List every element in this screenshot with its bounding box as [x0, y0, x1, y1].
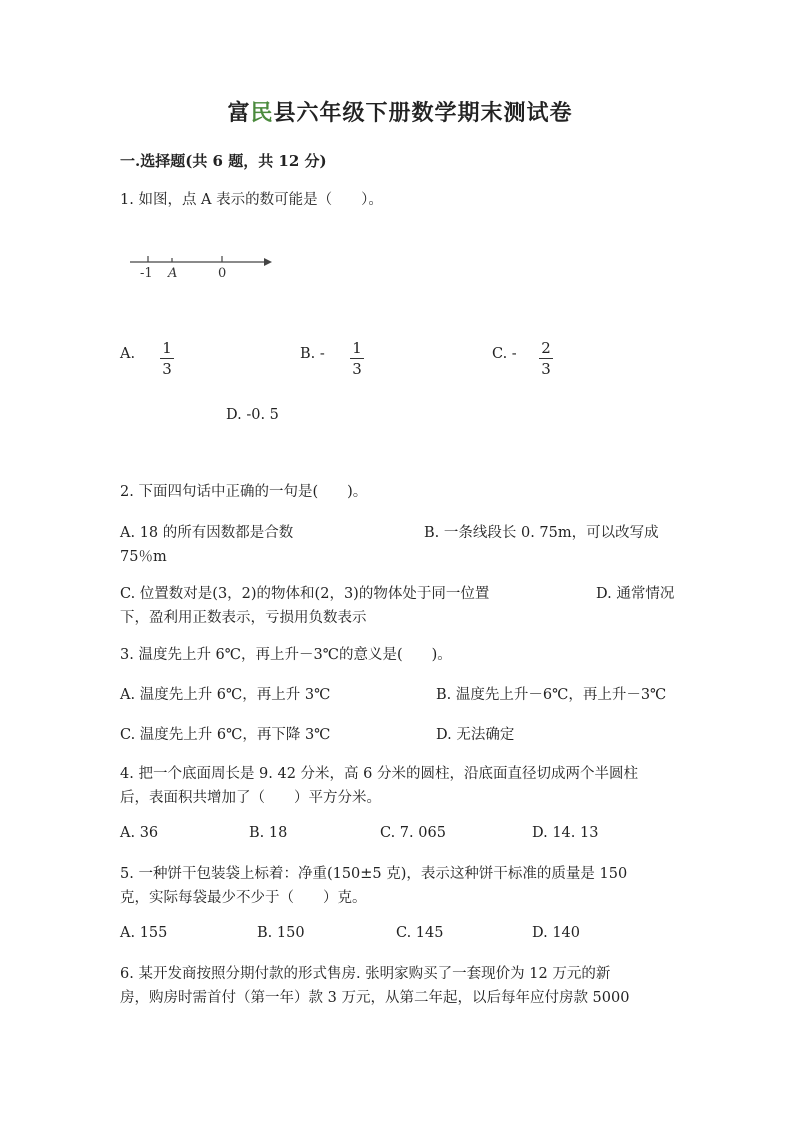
q2-option-c[interactable]: C. 位置数对是(3，2)的物体和(2，3)的物体处于同一位置 [120, 586, 490, 602]
q1-option-a[interactable]: A. [120, 346, 136, 362]
q1-option-a-fraction: 1 3 [160, 340, 174, 377]
q3-option-a[interactable]: A. 温度先上升 6℃，再上升 3℃ [120, 687, 331, 703]
q1-option-c[interactable]: C. - [492, 346, 517, 362]
page-title: 富民县六年级下册数学期末测试卷 [227, 100, 573, 126]
q2-option-b-cont: 75％m [120, 549, 167, 565]
q5-option-b[interactable]: B. 150 [257, 925, 305, 941]
label-a: A [168, 266, 178, 281]
q4-option-a[interactable]: A. 36 [120, 825, 159, 841]
q5-option-a[interactable]: A. 155 [120, 925, 168, 941]
section-heading: 一.选择题(共 6 题，共 12 分) [120, 152, 327, 170]
q4-option-c[interactable]: C. 7. 065 [380, 825, 446, 841]
q5-option-c[interactable]: C. 145 [396, 925, 444, 941]
question-1-stem: 1. 如图，点 A 表示的数可能是（ ）。 [120, 192, 383, 208]
label-zero: 0 [218, 266, 227, 281]
question-2-stem: 2. 下面四句话中正确的一句是( )。 [120, 484, 368, 500]
q2-option-d-cont: 下，盈利用正数表示，亏损用负数表示 [120, 610, 367, 626]
number-line-arrow-icon [264, 258, 272, 266]
q1-option-b[interactable]: B. - [300, 346, 325, 362]
label-minus-one: -1 [140, 266, 153, 281]
q2-option-d[interactable]: D. 通常情况 [596, 586, 675, 602]
question-6-line1: 6. 某开发商按照分期付款的形式售房. 张明家购买了一套现价为 12 万元的新 [120, 966, 611, 982]
q4-option-d[interactable]: D. 14. 13 [532, 825, 599, 841]
question-4-line1: 4. 把一个底面周长是 9. 42 分米，高 6 分米的圆柱，沿底面直径切成两个半圆柱 [120, 766, 638, 782]
q2-option-a[interactable]: A. 18 的所有因数都是合数 [120, 525, 294, 541]
number-line-figure [128, 252, 273, 292]
q5-option-d[interactable]: D. 140 [532, 925, 581, 941]
q3-option-d[interactable]: D. 无法确定 [436, 727, 515, 743]
q2-option-b[interactable]: B. 一条线段长 0. 75m，可以改写成 [424, 525, 659, 541]
question-5-line1: 5. 一种饼干包装袋上标着：净重(150±5 克)，表示这种饼干标准的质量是 150 [120, 866, 628, 882]
q3-option-c[interactable]: C. 温度先上升 6℃，再下降 3℃ [120, 727, 331, 743]
question-5-line2: 克，实际每袋最少不少于（ ）克。 [120, 890, 367, 906]
question-3-stem: 3. 温度先上升 6℃，再上升－3℃的意义是( )。 [120, 647, 452, 663]
q1-option-d[interactable]: D. -0. 5 [226, 407, 279, 423]
q3-option-b[interactable]: B. 温度先上升－6℃，再上升－3℃ [436, 687, 667, 703]
q4-option-b[interactable]: B. 18 [249, 825, 288, 841]
q1-option-b-fraction: 1 3 [350, 340, 364, 377]
question-6-line2: 房，购房时需首付（第一年）款 3 万元，从第二年起，以后每年应付房款 5000 [120, 990, 630, 1006]
title-highlight: 民 [250, 100, 274, 126]
question-4-line2: 后，表面积共增加了（ ）平方分米。 [120, 790, 381, 806]
q1-option-c-fraction: 2 3 [539, 340, 553, 377]
